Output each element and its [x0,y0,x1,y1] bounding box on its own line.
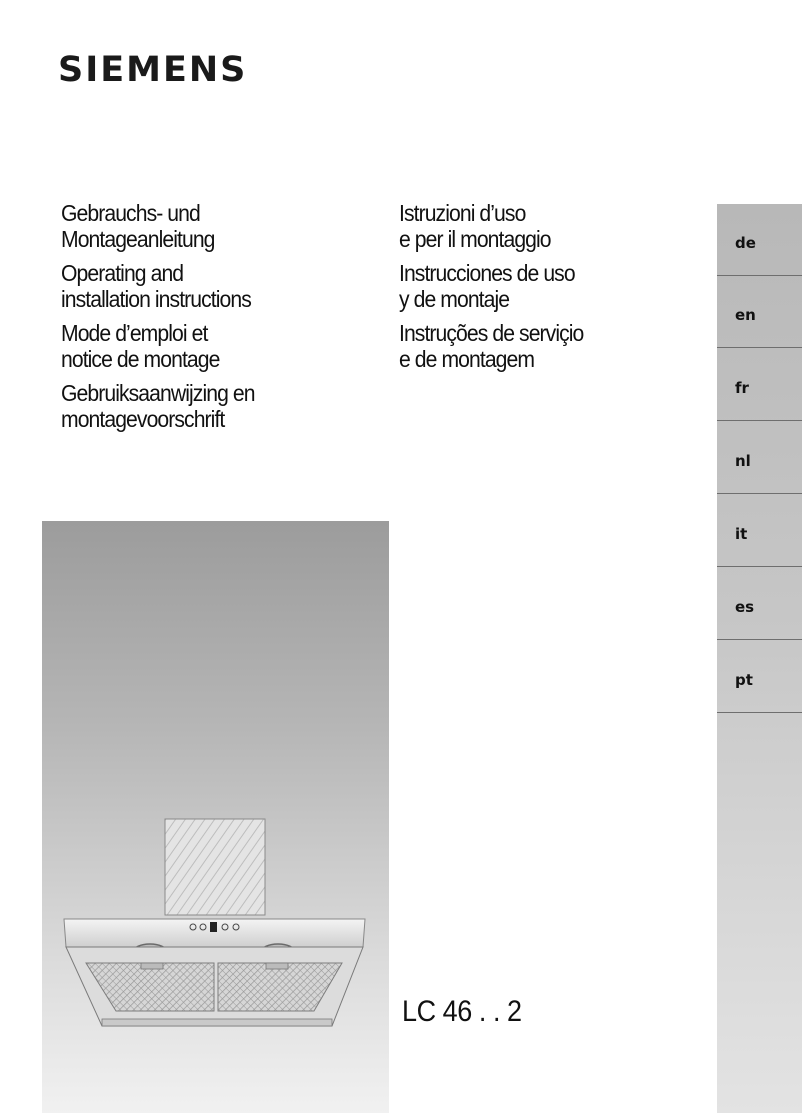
lang-tab-label: nl [735,452,751,470]
title-de [61,200,271,252]
title-it [399,200,599,252]
title-line: Gebrauchs- und [61,200,200,226]
title-es [399,260,599,312]
siemens-logo: SIEMENS [58,50,248,90]
lang-tab-label: pt [735,671,753,689]
title-line: notice de montage [61,346,220,372]
title-line: Gebruiksaanwijzing en [61,380,255,406]
lang-tab-es[interactable] [717,568,802,640]
lang-tab-label: en [735,306,756,324]
title-nl [61,380,271,432]
lang-tab-label: it [735,525,748,543]
lang-tab-de[interactable] [717,204,802,276]
lang-tab-label: de [735,234,756,252]
lang-tab-label: es [735,598,755,616]
title-line: e de montagem [399,346,535,372]
lang-tab-en[interactable] [717,276,802,348]
title-pt [399,320,599,372]
lang-tab-label: fr [735,379,749,397]
title-line: Instruções de serviçio [399,320,584,346]
title-line: Instrucciones de uso [399,260,575,286]
title-line: Montageanleitung [61,226,215,252]
titles-right-column [399,200,599,380]
title-line: installation instructions [61,286,251,312]
lang-tab-it[interactable] [717,495,802,567]
titles-left-column [61,200,271,440]
title-line: y de montaje [399,286,510,312]
title-line: e per il montaggio [399,226,551,252]
title-en [61,260,271,312]
title-line: Istruzioni d’uso [399,200,526,226]
title-line: Operating and [61,260,184,286]
title-line: Mode d’emploi et [61,320,208,346]
lang-tab-pt[interactable] [717,641,802,713]
title-fr [61,320,271,372]
lang-tab-fr[interactable] [717,349,802,421]
title-line: montagevoorschrift [61,406,225,432]
language-sidebar [717,204,802,1113]
lang-tab-nl[interactable] [717,422,802,494]
cooker-hood-illustration [42,521,389,1113]
product-photo-panel [42,521,389,1113]
model-number: LC 46 . . 2 [402,995,522,1028]
